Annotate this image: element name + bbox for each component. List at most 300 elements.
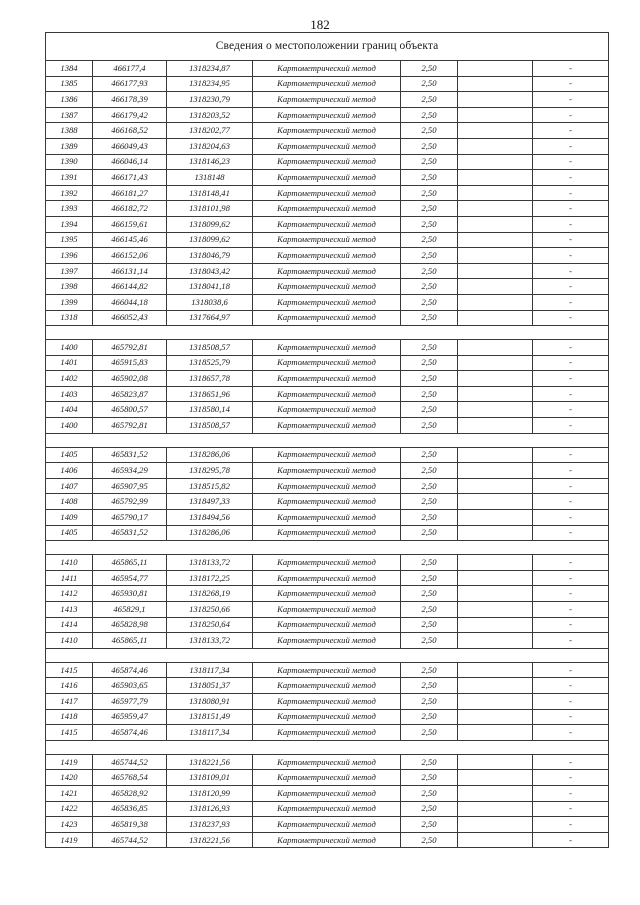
blank-cell <box>458 294 533 310</box>
method-cell: Картометрический метод <box>253 801 401 817</box>
blank-cell <box>458 447 533 463</box>
point-number-cell: 1400 <box>46 418 93 434</box>
point-number-cell: 1390 <box>46 154 93 170</box>
description-cell: - <box>533 248 609 264</box>
description-cell: - <box>533 510 609 526</box>
y-coordinate-cell: 1318230,79 <box>167 92 253 108</box>
blank-cell <box>458 232 533 248</box>
description-cell: - <box>533 478 609 494</box>
x-coordinate-cell: 466182,72 <box>93 201 167 217</box>
y-coordinate-cell: 1318041,18 <box>167 279 253 295</box>
blank-cell <box>458 817 533 833</box>
accuracy-cell: 2,50 <box>401 478 458 494</box>
description-cell: - <box>533 555 609 571</box>
accuracy-cell: 2,50 <box>401 770 458 786</box>
point-number-cell: 1413 <box>46 602 93 618</box>
method-cell: Картометрический метод <box>253 154 401 170</box>
y-coordinate-cell: 1318046,79 <box>167 248 253 264</box>
accuracy-cell: 2,50 <box>401 832 458 848</box>
description-cell: - <box>533 463 609 479</box>
table-row <box>46 402 609 418</box>
description-cell: - <box>533 170 609 186</box>
point-number-cell: 1387 <box>46 107 93 123</box>
accuracy-cell: 2,50 <box>401 447 458 463</box>
method-cell: Картометрический метод <box>253 785 401 801</box>
x-coordinate-cell: 465823,87 <box>93 386 167 402</box>
point-number-cell: 1406 <box>46 463 93 479</box>
table-row <box>46 478 609 494</box>
method-cell: Картометрический метод <box>253 61 401 77</box>
y-coordinate-cell: 1318234,87 <box>167 61 253 77</box>
x-coordinate-cell: 465865,11 <box>93 555 167 571</box>
table-row <box>46 817 609 833</box>
accuracy-cell: 2,50 <box>401 617 458 633</box>
accuracy-cell: 2,50 <box>401 170 458 186</box>
point-number-cell: 1386 <box>46 92 93 108</box>
description-cell: - <box>533 123 609 139</box>
table-row <box>46 232 609 248</box>
table-row <box>46 92 609 108</box>
description-cell: - <box>533 633 609 649</box>
method-cell: Картометрический метод <box>253 92 401 108</box>
y-coordinate-cell: 1318101,98 <box>167 201 253 217</box>
description-cell: - <box>533 216 609 232</box>
method-cell: Картометрический метод <box>253 586 401 602</box>
x-coordinate-cell: 466178,39 <box>93 92 167 108</box>
x-coordinate-cell: 465790,17 <box>93 510 167 526</box>
y-coordinate-cell: 1318203,52 <box>167 107 253 123</box>
x-coordinate-cell: 465865,11 <box>93 633 167 649</box>
x-coordinate-cell: 465874,46 <box>93 725 167 741</box>
point-number-cell: 1399 <box>46 294 93 310</box>
y-coordinate-cell: 1318126,93 <box>167 801 253 817</box>
point-number-cell: 1410 <box>46 555 93 571</box>
method-cell: Картометрический метод <box>253 463 401 479</box>
table-row <box>46 170 609 186</box>
point-number-cell: 1391 <box>46 170 93 186</box>
table-title: Сведения о местоположении границ объекта <box>46 33 609 61</box>
accuracy-cell: 2,50 <box>401 725 458 741</box>
table-row <box>46 693 609 709</box>
point-number-cell: 1422 <box>46 801 93 817</box>
y-coordinate-cell: 1318133,72 <box>167 633 253 649</box>
method-cell: Картометрический метод <box>253 386 401 402</box>
blank-cell <box>458 832 533 848</box>
description-cell: - <box>533 770 609 786</box>
point-number-cell: 1388 <box>46 123 93 139</box>
point-number-cell: 1416 <box>46 678 93 694</box>
x-coordinate-cell: 466144,82 <box>93 279 167 295</box>
method-cell: Картометрический метод <box>253 447 401 463</box>
y-coordinate-cell: 1318099,62 <box>167 232 253 248</box>
y-coordinate-cell: 1318497,33 <box>167 494 253 510</box>
x-coordinate-cell: 465831,52 <box>93 447 167 463</box>
x-coordinate-cell: 466049,43 <box>93 138 167 154</box>
accuracy-cell: 2,50 <box>401 418 458 434</box>
accuracy-cell: 2,50 <box>401 386 458 402</box>
description-cell: - <box>533 662 609 678</box>
blank-cell <box>458 709 533 725</box>
blank-cell <box>458 185 533 201</box>
accuracy-cell: 2,50 <box>401 216 458 232</box>
x-coordinate-cell: 465915,83 <box>93 355 167 371</box>
method-cell: Картометрический метод <box>253 355 401 371</box>
point-number-cell: 1410 <box>46 633 93 649</box>
table-body <box>46 61 609 848</box>
point-number-cell: 1318 <box>46 310 93 326</box>
x-coordinate-cell: 466177,93 <box>93 76 167 92</box>
point-number-cell: 1407 <box>46 478 93 494</box>
accuracy-cell: 2,50 <box>401 817 458 833</box>
point-number-cell: 1402 <box>46 371 93 387</box>
description-cell: - <box>533 586 609 602</box>
accuracy-cell: 2,50 <box>401 801 458 817</box>
y-coordinate-cell: 1318221,56 <box>167 832 253 848</box>
table-row <box>46 602 609 618</box>
description-cell: - <box>533 310 609 326</box>
page-number: 182 <box>310 17 330 32</box>
accuracy-cell: 2,50 <box>401 754 458 770</box>
point-number-cell: 1397 <box>46 263 93 279</box>
blank-cell <box>458 201 533 217</box>
group-separator-row <box>46 648 609 662</box>
y-coordinate-cell: 1318117,34 <box>167 725 253 741</box>
point-number-cell: 1393 <box>46 201 93 217</box>
y-coordinate-cell: 1318250,64 <box>167 617 253 633</box>
method-cell: Картометрический метод <box>253 279 401 295</box>
separator-cell <box>46 433 609 447</box>
table-row <box>46 138 609 154</box>
method-cell: Картометрический метод <box>253 248 401 264</box>
x-coordinate-cell: 465744,52 <box>93 754 167 770</box>
x-coordinate-cell: 466046,14 <box>93 154 167 170</box>
point-number-cell: 1412 <box>46 586 93 602</box>
point-number-cell: 1401 <box>46 355 93 371</box>
point-number-cell: 1403 <box>46 386 93 402</box>
description-cell: - <box>533 340 609 356</box>
blank-cell <box>458 371 533 387</box>
x-coordinate-cell: 465800,57 <box>93 402 167 418</box>
point-number-cell: 1389 <box>46 138 93 154</box>
accuracy-cell: 2,50 <box>401 494 458 510</box>
blank-cell <box>458 463 533 479</box>
method-cell: Картометрический метод <box>253 478 401 494</box>
method-cell: Картометрический метод <box>253 617 401 633</box>
description-cell: - <box>533 678 609 694</box>
x-coordinate-cell: 465831,52 <box>93 525 167 541</box>
accuracy-cell: 2,50 <box>401 138 458 154</box>
y-coordinate-cell: 1318099,62 <box>167 216 253 232</box>
y-coordinate-cell: 1318237,93 <box>167 817 253 833</box>
point-number-cell: 1405 <box>46 525 93 541</box>
description-cell: - <box>533 386 609 402</box>
x-coordinate-cell: 466181,27 <box>93 185 167 201</box>
accuracy-cell: 2,50 <box>401 294 458 310</box>
y-coordinate-cell: 1318038,6 <box>167 294 253 310</box>
accuracy-cell: 2,50 <box>401 279 458 295</box>
table-row <box>46 154 609 170</box>
table-row <box>46 770 609 786</box>
accuracy-cell: 2,50 <box>401 154 458 170</box>
table-row <box>46 107 609 123</box>
description-cell: - <box>533 693 609 709</box>
group-separator-row <box>46 433 609 447</box>
table-row <box>46 525 609 541</box>
table-row <box>46 371 609 387</box>
accuracy-cell: 2,50 <box>401 248 458 264</box>
blank-cell <box>458 76 533 92</box>
accuracy-cell: 2,50 <box>401 709 458 725</box>
x-coordinate-cell: 465792,99 <box>93 494 167 510</box>
method-cell: Картометрический метод <box>253 201 401 217</box>
blank-cell <box>458 602 533 618</box>
method-cell: Картометрический метод <box>253 832 401 848</box>
method-cell: Картометрический метод <box>253 633 401 649</box>
point-number-cell: 1396 <box>46 248 93 264</box>
y-coordinate-cell: 1318204,63 <box>167 138 253 154</box>
method-cell: Картометрический метод <box>253 340 401 356</box>
x-coordinate-cell: 466179,42 <box>93 107 167 123</box>
blank-cell <box>458 725 533 741</box>
x-coordinate-cell: 465819,38 <box>93 817 167 833</box>
x-coordinate-cell: 466131,14 <box>93 263 167 279</box>
accuracy-cell: 2,50 <box>401 201 458 217</box>
point-number-cell: 1392 <box>46 185 93 201</box>
accuracy-cell: 2,50 <box>401 678 458 694</box>
method-cell: Картометрический метод <box>253 678 401 694</box>
method-cell: Картометрический метод <box>253 232 401 248</box>
accuracy-cell: 2,50 <box>401 92 458 108</box>
y-coordinate-cell: 1318221,56 <box>167 754 253 770</box>
table-row <box>46 494 609 510</box>
blank-cell <box>458 310 533 326</box>
accuracy-cell: 2,50 <box>401 107 458 123</box>
table-row <box>46 662 609 678</box>
method-cell: Картометрический метод <box>253 817 401 833</box>
blank-cell <box>458 754 533 770</box>
description-cell: - <box>533 61 609 77</box>
description-cell: - <box>533 92 609 108</box>
blank-cell <box>458 418 533 434</box>
description-cell: - <box>533 832 609 848</box>
method-cell: Картометрический метод <box>253 418 401 434</box>
blank-cell <box>458 92 533 108</box>
method-cell: Картометрический метод <box>253 555 401 571</box>
description-cell: - <box>533 754 609 770</box>
table-row <box>46 340 609 356</box>
table-row <box>46 386 609 402</box>
point-number-cell: 1411 <box>46 570 93 586</box>
x-coordinate-cell: 465768,54 <box>93 770 167 786</box>
blank-cell <box>458 263 533 279</box>
x-coordinate-cell: 465828,98 <box>93 617 167 633</box>
description-cell: - <box>533 371 609 387</box>
x-coordinate-cell: 465829,1 <box>93 602 167 618</box>
group-separator-row <box>46 740 609 754</box>
y-coordinate-cell: 1318120,99 <box>167 785 253 801</box>
blank-cell <box>458 138 533 154</box>
description-cell: - <box>533 447 609 463</box>
blank-cell <box>458 355 533 371</box>
accuracy-cell: 2,50 <box>401 263 458 279</box>
point-number-cell: 1408 <box>46 494 93 510</box>
accuracy-cell: 2,50 <box>401 633 458 649</box>
table-row <box>46 355 609 371</box>
x-coordinate-cell: 465828,92 <box>93 785 167 801</box>
blank-cell <box>458 525 533 541</box>
description-cell: - <box>533 107 609 123</box>
accuracy-cell: 2,50 <box>401 693 458 709</box>
accuracy-cell: 2,50 <box>401 510 458 526</box>
separator-cell <box>46 541 609 555</box>
blank-cell <box>458 662 533 678</box>
table-row <box>46 555 609 571</box>
table-row <box>46 447 609 463</box>
description-cell: - <box>533 154 609 170</box>
y-coordinate-cell: 1318286,06 <box>167 447 253 463</box>
description-cell: - <box>533 263 609 279</box>
point-number-cell: 1409 <box>46 510 93 526</box>
table-row <box>46 310 609 326</box>
group-separator-row <box>46 326 609 340</box>
description-cell: - <box>533 570 609 586</box>
point-number-cell: 1418 <box>46 709 93 725</box>
table-row <box>46 201 609 217</box>
method-cell: Картометрический метод <box>253 185 401 201</box>
accuracy-cell: 2,50 <box>401 76 458 92</box>
table-row <box>46 678 609 694</box>
x-coordinate-cell: 466177,4 <box>93 61 167 77</box>
y-coordinate-cell: 1318295,78 <box>167 463 253 479</box>
x-coordinate-cell: 465907,95 <box>93 478 167 494</box>
x-coordinate-cell: 465902,08 <box>93 371 167 387</box>
point-number-cell: 1414 <box>46 617 93 633</box>
point-number-cell: 1404 <box>46 402 93 418</box>
point-number-cell: 1384 <box>46 61 93 77</box>
description-cell: - <box>533 201 609 217</box>
separator-cell <box>46 740 609 754</box>
description-cell: - <box>533 76 609 92</box>
method-cell: Картометрический метод <box>253 662 401 678</box>
point-number-cell: 1385 <box>46 76 93 92</box>
x-coordinate-cell: 466159,61 <box>93 216 167 232</box>
table-row <box>46 463 609 479</box>
table-row <box>46 185 609 201</box>
method-cell: Картометрический метод <box>253 294 401 310</box>
point-number-cell: 1415 <box>46 662 93 678</box>
y-coordinate-cell: 1318651,96 <box>167 386 253 402</box>
y-coordinate-cell: 1318268,19 <box>167 586 253 602</box>
method-cell: Картометрический метод <box>253 170 401 186</box>
boundary-coordinates-table <box>45 32 609 848</box>
x-coordinate-cell: 465977,79 <box>93 693 167 709</box>
y-coordinate-cell: 1318133,72 <box>167 555 253 571</box>
y-coordinate-cell: 1318051,37 <box>167 678 253 694</box>
point-number-cell: 1421 <box>46 785 93 801</box>
table-row <box>46 586 609 602</box>
description-cell: - <box>533 817 609 833</box>
x-coordinate-cell: 465836,85 <box>93 801 167 817</box>
y-coordinate-cell: 1318494,56 <box>167 510 253 526</box>
method-cell: Картометрический метод <box>253 602 401 618</box>
description-cell: - <box>533 725 609 741</box>
x-coordinate-cell: 466168,52 <box>93 123 167 139</box>
blank-cell <box>458 340 533 356</box>
method-cell: Картометрический метод <box>253 402 401 418</box>
y-coordinate-cell: 1318508,57 <box>167 340 253 356</box>
separator-cell <box>46 648 609 662</box>
accuracy-cell: 2,50 <box>401 555 458 571</box>
table-row <box>46 76 609 92</box>
method-cell: Картометрический метод <box>253 310 401 326</box>
table-row <box>46 294 609 310</box>
description-cell: - <box>533 709 609 725</box>
method-cell: Картометрический метод <box>253 138 401 154</box>
table-row <box>46 248 609 264</box>
table-row <box>46 510 609 526</box>
y-coordinate-cell: 1318146,23 <box>167 154 253 170</box>
separator-cell <box>46 326 609 340</box>
x-coordinate-cell: 466044,18 <box>93 294 167 310</box>
blank-cell <box>458 586 533 602</box>
method-cell: Картометрический метод <box>253 570 401 586</box>
x-coordinate-cell: 466171,43 <box>93 170 167 186</box>
description-cell: - <box>533 138 609 154</box>
blank-cell <box>458 570 533 586</box>
description-cell: - <box>533 294 609 310</box>
x-coordinate-cell: 465934,29 <box>93 463 167 479</box>
method-cell: Картометрический метод <box>253 525 401 541</box>
x-coordinate-cell: 465930,81 <box>93 586 167 602</box>
accuracy-cell: 2,50 <box>401 185 458 201</box>
x-coordinate-cell: 465959,47 <box>93 709 167 725</box>
point-number-cell: 1405 <box>46 447 93 463</box>
x-coordinate-cell: 465874,46 <box>93 662 167 678</box>
x-coordinate-cell: 465903,65 <box>93 678 167 694</box>
blank-cell <box>458 107 533 123</box>
accuracy-cell: 2,50 <box>401 232 458 248</box>
x-coordinate-cell: 465792,81 <box>93 340 167 356</box>
accuracy-cell: 2,50 <box>401 61 458 77</box>
method-cell: Картометрический метод <box>253 371 401 387</box>
accuracy-cell: 2,50 <box>401 570 458 586</box>
accuracy-cell: 2,50 <box>401 371 458 387</box>
table-row <box>46 279 609 295</box>
description-cell: - <box>533 232 609 248</box>
blank-cell <box>458 555 533 571</box>
table-row <box>46 725 609 741</box>
y-coordinate-cell: 1318657,78 <box>167 371 253 387</box>
blank-cell <box>458 386 533 402</box>
accuracy-cell: 2,50 <box>401 463 458 479</box>
table-row <box>46 801 609 817</box>
method-cell: Картометрический метод <box>253 725 401 741</box>
blank-cell <box>458 494 533 510</box>
description-cell: - <box>533 602 609 618</box>
blank-cell <box>458 61 533 77</box>
y-coordinate-cell: 1318043,42 <box>167 263 253 279</box>
method-cell: Картометрический метод <box>253 693 401 709</box>
blank-cell <box>458 617 533 633</box>
method-cell: Картометрический метод <box>253 107 401 123</box>
point-number-cell: 1419 <box>46 832 93 848</box>
y-coordinate-cell: 1317664,97 <box>167 310 253 326</box>
y-coordinate-cell: 1318286,06 <box>167 525 253 541</box>
blank-cell <box>458 248 533 264</box>
accuracy-cell: 2,50 <box>401 785 458 801</box>
method-cell: Картометрический метод <box>253 709 401 725</box>
y-coordinate-cell: 1318148,41 <box>167 185 253 201</box>
